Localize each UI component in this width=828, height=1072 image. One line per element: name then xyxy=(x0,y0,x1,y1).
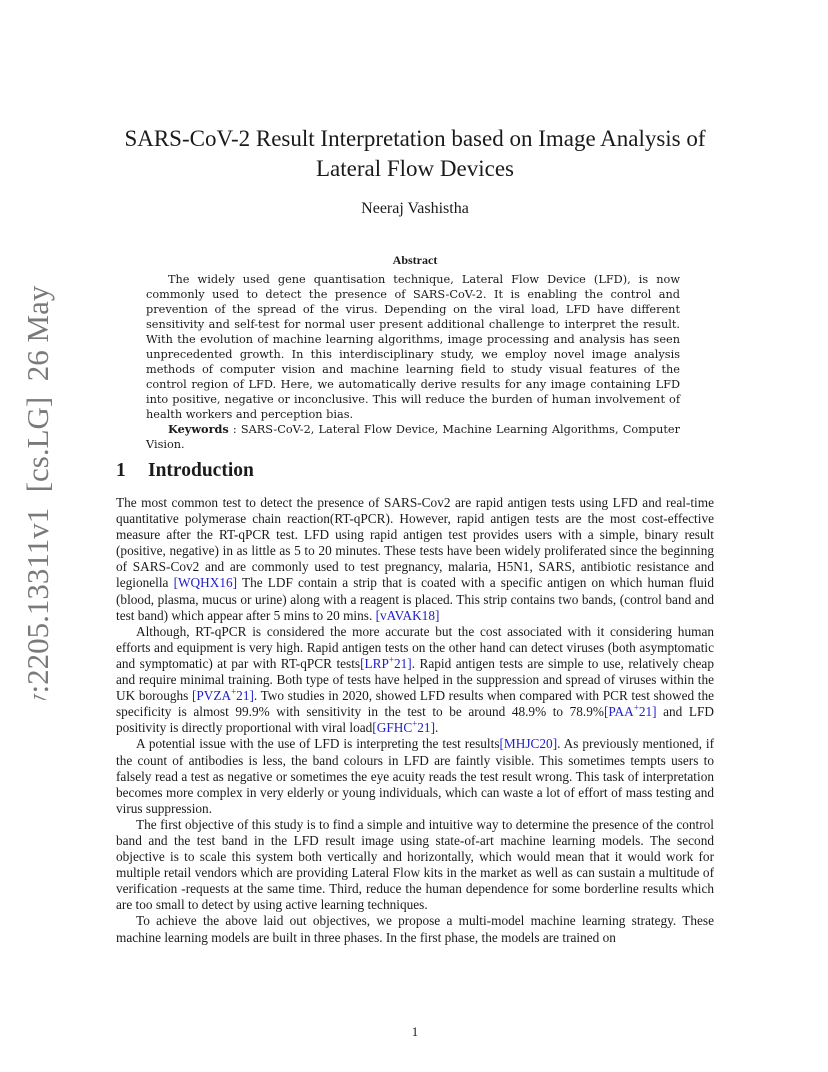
citation-link[interactable] xyxy=(372,720,435,735)
citation-key: [PVZA xyxy=(191,688,232,704)
citation-key: [LRP xyxy=(360,655,389,671)
abstract-heading: Abstract xyxy=(392,253,438,267)
section-title: Introduction xyxy=(148,460,254,481)
arxiv-id-text: arXiv:2205.13311v1 [cs.LG] 26 May 2022 xyxy=(20,280,55,700)
citation-year: 21] xyxy=(236,688,254,704)
paragraph-text: The most common test to detect the presence of SARS-Cov2 are rapid antigen tests using LFD and real-time quantitative polymerase chain reaction(RT-qPCR). However, rapid antigen tests are the most cost-effective measure after the RT-qPCR test. LFD using rapid antigen test provides users with a simple, binary result (positive, negative) in as little as 5 to 20 minutes. These tests have been widely proliferated since the beginning of SARS-Cov2 and are commonly used to test pregnancy, malaria, H5N1, SARS, antibiotic resistance and legionella xyxy=(116,495,714,591)
keywords-line xyxy=(146,422,680,452)
paragraph-text: A potential issue with the use of LFD is interpreting the test results xyxy=(136,736,500,752)
paragraph xyxy=(116,495,714,624)
citation-sup: + xyxy=(633,702,639,713)
citation-link[interactable] xyxy=(360,656,412,671)
section-number: 1 xyxy=(116,460,126,481)
paragraph-text: . Rapid antigen tests are simple to use, relatively cheap and require minimal training. Both type of tests have helped in the suppression and spread of viruses within the UK boroughs xyxy=(116,655,714,704)
paragraph xyxy=(116,736,714,816)
introduction-body xyxy=(116,495,714,946)
citation-key: [PAA xyxy=(603,704,634,720)
paragraph-text: and LFD positivity is directly proportional with viral load xyxy=(116,704,714,736)
paragraph: To achieve the above laid out objectives, we propose a multi-model machine learning strategy. These machine learning models are built in three phases. In the first phase, the models are trained on xyxy=(116,913,714,945)
citation-year: 21] xyxy=(638,704,657,720)
citation-year: 21] xyxy=(394,655,412,671)
abstract-text: The widely used gene quantisation technique, Lateral Flow Device (LFD), is now commonly used to detect the presence of SARS-CoV-2. It is enabling the control and prevention of the spread of the virus. Depending on the viral load, LFD have different sensitivity and self-test for normal user present additional challenge to interpret the result. With the evolution of machine learning algorithms, image processing and analysis has seen unprecedented growth. In this interdisciplinary study, we employ novel image analysis methods of computer vision and machine learning field to study visual features of the control region of LFD. Here, we automatically derive results for any image containing LFD into positive, negative or inconclusive. This will reduce the burden of human involvement of health workers and perception bias. xyxy=(146,273,680,421)
citation-link[interactable]: [MHJC20] xyxy=(499,736,558,752)
keywords-list: : SARS-CoV-2, Lateral Flow Device, Machine Learning Algorithms, Computer Vision. xyxy=(146,423,680,451)
arxiv-identifier-stamp xyxy=(12,280,62,700)
paragraph-text: . As previously mentioned, if the count of antibodies is less, the band colours in LFD are faintly visible. This sometimes tempts users to falsely read a test as negative or sometimes the eye acuity reads the test result wrong. This task of interpretation becomes more complex in very elderly or young individuals, which can waste a lot of effort of mass testing and virus suppression. xyxy=(116,736,714,816)
paragraph-text: . xyxy=(435,720,439,736)
paper-title: SARS-CoV-2 Result Interpretation based on Image Analysis of Lateral Flow Devices xyxy=(124,126,706,181)
citation-link[interactable] xyxy=(604,704,657,719)
citation-link[interactable]: [vAVAK18] xyxy=(375,607,440,623)
citation-sup: + xyxy=(231,686,237,697)
paper-page xyxy=(116,0,714,1072)
page-number: 1 xyxy=(411,1024,419,1039)
paragraph-text: . Two studies in 2020, showed LFD results when compared with PCR test showed the specificity is almost 99.9% with sensitivity in the test to be around 48.9% to 78.9% xyxy=(116,688,714,720)
section-heading xyxy=(116,460,714,482)
citation-link[interactable] xyxy=(192,688,254,703)
keywords-label: Keywords xyxy=(168,422,229,436)
citation-key: [GFHC xyxy=(372,720,413,736)
citation-link[interactable]: [WQHX16] xyxy=(173,575,238,591)
paragraph xyxy=(116,624,714,737)
author-name: Neeraj Vashistha xyxy=(361,200,469,217)
citation-sup: + xyxy=(388,654,394,665)
citation-year: 21] xyxy=(417,720,436,736)
paragraph-text: The LDF contain a strip that is coated with a specific antigen on which human fluid (blood, plasma, mucus or urine) along with a reagent is placed. This strip contains two bands, (control band and test band) which appear after 5 mins to 20 mins. xyxy=(116,575,714,623)
abstract-block xyxy=(146,272,680,452)
paragraph-text: Although, RT-qPCR is considered the more accurate but the cost associated with it considering human efforts and equipment is very high. Rapid antigen tests on the other hand can detect viruses (both asymptomatic and symptomatic) at par with RT-qPCR tests xyxy=(116,623,714,671)
paragraph: The first objective of this study is to find a simple and intuitive way to determine the presence of the control band and the test band in the LFD result image using state-of-art machine learning models. The second objective is to scale this system both vertically and horizontally, which would mean that it would work for multiple retail vendors which are providing Lateral Flow kits in the market as well as can sustain a multitude of verification -requests at the same time. Third, reduce the human dependence for some borderline results which are too small to detect by using active learning techniques. xyxy=(116,816,714,913)
citation-sup: + xyxy=(412,718,418,729)
